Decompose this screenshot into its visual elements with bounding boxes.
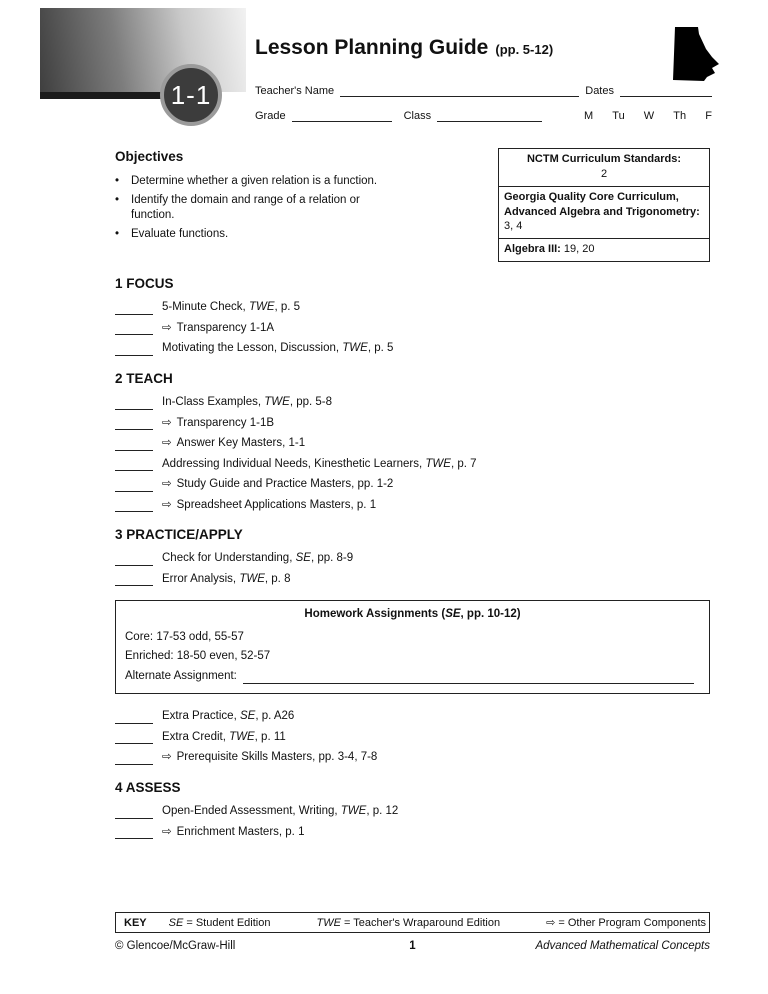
weekday-labels (584, 110, 712, 122)
item-text: Check for Understanding, SE, pp. 8-9 (162, 552, 354, 565)
check-blank[interactable] (115, 825, 153, 839)
assess-heading: 4 ASSESS (115, 780, 181, 795)
list-item (115, 750, 710, 766)
homework-enriched: Enriched: 18-50 even, 52-57 (125, 650, 271, 663)
check-blank[interactable] (115, 805, 153, 819)
item-text: Transparency 1-1A (176, 321, 275, 334)
homework-alternate-label: Alternate Assignment: (125, 669, 237, 682)
teacher-name-label: Teacher's Name (255, 85, 335, 97)
objectives-section (115, 148, 403, 262)
georgia-curriculum-value: 3, 4 (504, 220, 523, 233)
page-title-text: Lesson Planning Guide (255, 36, 489, 59)
page-title-pages: (pp. 5-12) (495, 42, 554, 57)
item-text: Spreadsheet Applications Masters, p. 1 (176, 498, 377, 511)
key-label: KEY (124, 916, 147, 929)
item-text: Answer Key Masters, 1-1 (176, 437, 306, 450)
other-components-icon: ⇨ (162, 437, 172, 450)
homework-alternate-line[interactable] (243, 671, 694, 684)
item-text: Enrichment Masters, p. 1 (176, 825, 305, 838)
book-abbrev: TWE (342, 342, 368, 355)
list-item (115, 825, 710, 841)
list-item (115, 300, 710, 316)
copyright-text: © Glencoe/McGraw-Hill (115, 940, 236, 952)
nctm-standards-label: NCTM Curriculum Standards: (526, 153, 681, 165)
georgia-curriculum-label: Georgia Quality Core Curriculum, Advanced Algebra and Trigonometry: (504, 190, 700, 218)
item-text: Motivating the Lesson, Discussion, TWE, p. 5 (162, 342, 394, 355)
list-item (115, 436, 710, 452)
list-item (115, 572, 710, 588)
check-blank[interactable] (115, 478, 153, 492)
algebra-iii-value: 19, 20 (560, 243, 595, 256)
lesson-number-badge (160, 64, 222, 126)
item-text: Study Guide and Practice Masters, pp. 1-2 (176, 478, 394, 491)
item-text: Addressing Individual Needs, Kinesthetic Learners, TWE, p. 7 (162, 457, 477, 470)
objective-text: Evaluate functions. (131, 227, 229, 240)
grade-label: Grade (255, 110, 286, 122)
practice-heading: 3 PRACTICE/APPLY (115, 527, 243, 543)
other-components-icon: ⇨ (162, 416, 172, 429)
check-blank[interactable] (115, 321, 153, 335)
item-text: Extra Practice, SE, p. A26 (162, 710, 295, 723)
teacher-dates-row (255, 84, 712, 97)
bullet-icon: • (115, 227, 120, 240)
item-text: Prerequisite Skills Masters, pp. 3-4, 7-8 (176, 751, 378, 764)
page-body (115, 148, 710, 845)
homework-title: Homework Assignments (SE, pp. 10-12) (304, 608, 521, 621)
nctm-standards-cell (499, 149, 709, 187)
grade-class-row (255, 109, 712, 122)
list-item (115, 321, 710, 337)
book-abbrev: TWE (229, 730, 255, 743)
list-item (115, 551, 710, 567)
check-blank[interactable] (115, 572, 153, 586)
list-item (115, 395, 710, 411)
book-abbrev: TWE (264, 396, 290, 409)
day-tuesday[interactable]: Tu (612, 110, 625, 122)
book-abbrev: SE (295, 552, 311, 565)
curriculum-standards-box (498, 148, 710, 262)
grade-line[interactable] (292, 109, 392, 122)
check-blank[interactable] (115, 552, 153, 566)
day-wednesday[interactable]: W (643, 110, 655, 122)
objective-item (115, 193, 403, 224)
item-text: Extra Credit, TWE, p. 11 (162, 730, 286, 743)
list-item (115, 477, 710, 493)
bullet-icon: • (115, 175, 120, 188)
other-components-icon: ⇨ (162, 321, 172, 334)
focus-heading: 1 FOCUS (115, 276, 174, 292)
teach-heading: 2 TEACH (115, 370, 173, 386)
homework-core: Core: 17-53 odd, 55-57 (125, 630, 244, 643)
objective-text: Identify the domain and range of a relation or function. (131, 193, 360, 222)
book-abbrev: TWE (248, 301, 275, 314)
book-abbrev: SE (168, 916, 184, 929)
book-abbrev: TWE (425, 457, 451, 470)
item-text: Error Analysis, TWE, p. 8 (162, 572, 291, 585)
book-abbrev: TWE (316, 916, 341, 929)
page-footer (115, 940, 710, 952)
dates-line[interactable] (620, 84, 712, 97)
homework-assignments-box (115, 600, 710, 694)
item-text: Transparency 1-1B (176, 416, 275, 429)
book-abbrev: SE (239, 710, 256, 723)
book-abbrev: TWE (239, 572, 265, 585)
check-blank[interactable] (115, 751, 153, 765)
list-item (115, 416, 710, 432)
item-text: Open-Ended Assessment, Writing, TWE, p. 12 (162, 805, 399, 818)
lesson-number: 1-1 (170, 79, 212, 110)
check-blank[interactable] (115, 416, 153, 430)
other-components-icon: ⇨ (546, 917, 556, 929)
dates-label: Dates (585, 85, 614, 97)
objectives-heading: Objectives (115, 149, 184, 164)
check-blank[interactable] (115, 710, 153, 724)
class-line[interactable] (437, 109, 542, 122)
key-entry-se: SE = Student Edition (168, 916, 271, 929)
check-blank[interactable] (115, 730, 153, 744)
book-abbrev: SE (445, 608, 461, 621)
teacher-name-line[interactable] (340, 84, 579, 97)
item-text: In-Class Examples, TWE, pp. 5-8 (162, 396, 333, 409)
key-entry-twe: TWE = Teacher's Wraparound Edition (316, 916, 501, 929)
list-item (115, 498, 710, 514)
other-components-icon: ⇨ (162, 498, 172, 511)
check-blank[interactable] (115, 457, 153, 471)
georgia-curriculum-cell (499, 187, 709, 240)
list-item (115, 730, 710, 746)
day-thursday[interactable]: Th (673, 110, 687, 122)
page-title (255, 36, 553, 60)
objective-text: Determine whether a given relation is a function. (131, 175, 378, 188)
item-text: 5-Minute Check, TWE, p. 5 (162, 301, 301, 314)
other-components-icon: ⇨ (162, 751, 172, 764)
homework-alternate-row (125, 669, 700, 685)
list-item (115, 457, 710, 473)
check-blank[interactable] (115, 396, 153, 410)
other-components-icon: ⇨ (162, 825, 172, 838)
day-monday[interactable]: M (584, 110, 594, 122)
other-components-icon: ⇨ (162, 478, 172, 491)
list-item (115, 341, 710, 357)
header-rule (40, 92, 166, 99)
page-number: 1 (409, 940, 416, 952)
check-blank[interactable] (115, 437, 153, 451)
list-item (115, 709, 710, 725)
list-item (115, 804, 710, 820)
objectives-standards-row (115, 148, 710, 262)
check-blank[interactable] (115, 342, 153, 356)
check-blank[interactable] (115, 301, 153, 315)
bullet-icon: • (115, 193, 120, 206)
check-blank[interactable] (115, 498, 153, 512)
objective-item (115, 174, 403, 190)
day-friday[interactable]: F (705, 110, 712, 122)
georgia-state-icon (660, 24, 720, 84)
algebra-iii-cell (499, 239, 709, 261)
book-title: Advanced Mathematical Concepts (535, 940, 710, 952)
objective-item (115, 227, 403, 243)
nctm-standards-value: 2 (600, 167, 608, 180)
key-legend-box (115, 912, 710, 933)
book-abbrev: TWE (340, 805, 367, 818)
class-label: Class (403, 110, 432, 122)
key-entry-other: ⇨ = Other Program Components (546, 917, 707, 929)
algebra-iii-label: Algebra III: (504, 243, 561, 256)
